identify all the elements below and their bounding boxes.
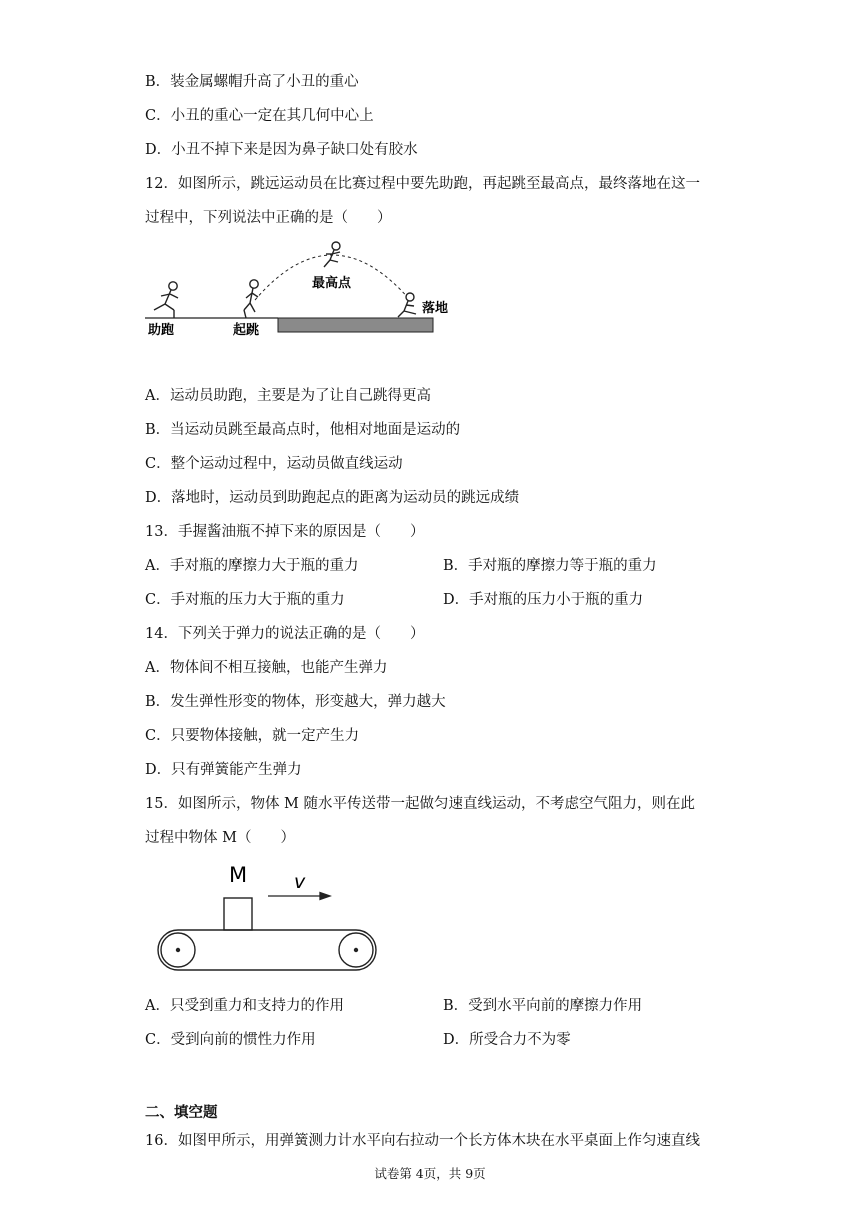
label-takeoff: 起跳	[233, 323, 260, 338]
q15-option-a: A．只受到重力和支持力的作用	[145, 998, 344, 1014]
q12-stem-line1: 12．如图所示，跳远运动员在比赛过程中要先助跑，再起跳至最高点，最终落地在这一	[145, 176, 700, 192]
q15-option-c: C．受到向前的惯性力作用	[145, 1032, 316, 1048]
long-jump-figure	[140, 240, 470, 345]
q13-stem: 13．手握酱油瓶不掉下来的原因是（ ）	[145, 524, 425, 540]
q15-option-d: D．所受合力不为零	[443, 1032, 571, 1048]
q13-option-b: B．手对瓶的摩擦力等于瓶的重力	[443, 558, 657, 574]
block-m	[224, 898, 252, 930]
label-velocity: v	[294, 871, 306, 893]
q11-option-b: B．装金属螺帽升高了小丑的重心	[145, 74, 359, 90]
q13-option-c: C．手对瓶的压力大于瓶的重力	[145, 592, 345, 608]
label-land: 落地	[422, 301, 449, 316]
q14-option-c: C．只要物体接触，就一定产生力	[145, 728, 360, 744]
q14-option-b: B．发生弹性形变的物体，形变越大，弹力越大	[145, 694, 446, 710]
peak-figure	[324, 242, 340, 267]
q15-stem-line1: 15．如图所示，物体 M 随水平传送带一起做匀速直线运动，不考虑空气阻力，则在此	[145, 796, 696, 812]
conveyor-belt-figure	[150, 858, 390, 980]
runner-figure	[154, 282, 178, 318]
section-fill-in-title: 二、填空题	[145, 1104, 218, 1121]
q12-option-c: C．整个运动过程中，运动员做直线运动	[145, 456, 403, 472]
q13-option-a: A．手对瓶的摩擦力大于瓶的重力	[145, 558, 359, 574]
landing-figure	[398, 293, 416, 317]
q12-stem-line2: 过程中，下列说法中正确的是（ ）	[145, 210, 392, 226]
q15-stem-line2: 过程中物体 M（ ）	[145, 830, 295, 846]
q14-stem: 14．下列关于弹力的说法正确的是（ ）	[145, 626, 425, 642]
velocity-arrow	[268, 893, 330, 900]
q11-option-c: C．小丑的重心一定在其几何中心上	[145, 108, 374, 124]
q14-option-d: D．只有弹簧能产生弹力	[145, 762, 302, 778]
q11-option-d: D．小丑不掉下来是因为鼻子缺口处有胶水	[145, 142, 418, 158]
q14-option-a: A．物体间不相互接触，也能产生弹力	[145, 660, 388, 676]
label-highest: 最高点	[312, 276, 352, 291]
q12-option-d: D．落地时，运动员到助跑起点的距离为运动员的跳远成绩	[145, 490, 520, 506]
q12-option-b: B．当运动员跳至最高点时，他相对地面是运动的	[145, 422, 461, 438]
q13-option-d: D．手对瓶的压力小于瓶的重力	[443, 592, 644, 608]
label-block-m: M	[229, 863, 248, 887]
page-footer: 试卷第 4页，共 9页	[374, 1166, 486, 1181]
label-run: 助跑	[148, 323, 175, 338]
q15-option-b: B．受到水平向前的摩擦力作用	[443, 998, 643, 1014]
q12-option-a: A．运动员助跑，主要是为了让自己跳得更高	[145, 388, 431, 404]
q16-stem-line1: 16．如图甲所示，用弹簧测力计水平向右拉动一个长方体木块在水平桌面上作匀速直线	[145, 1133, 700, 1149]
